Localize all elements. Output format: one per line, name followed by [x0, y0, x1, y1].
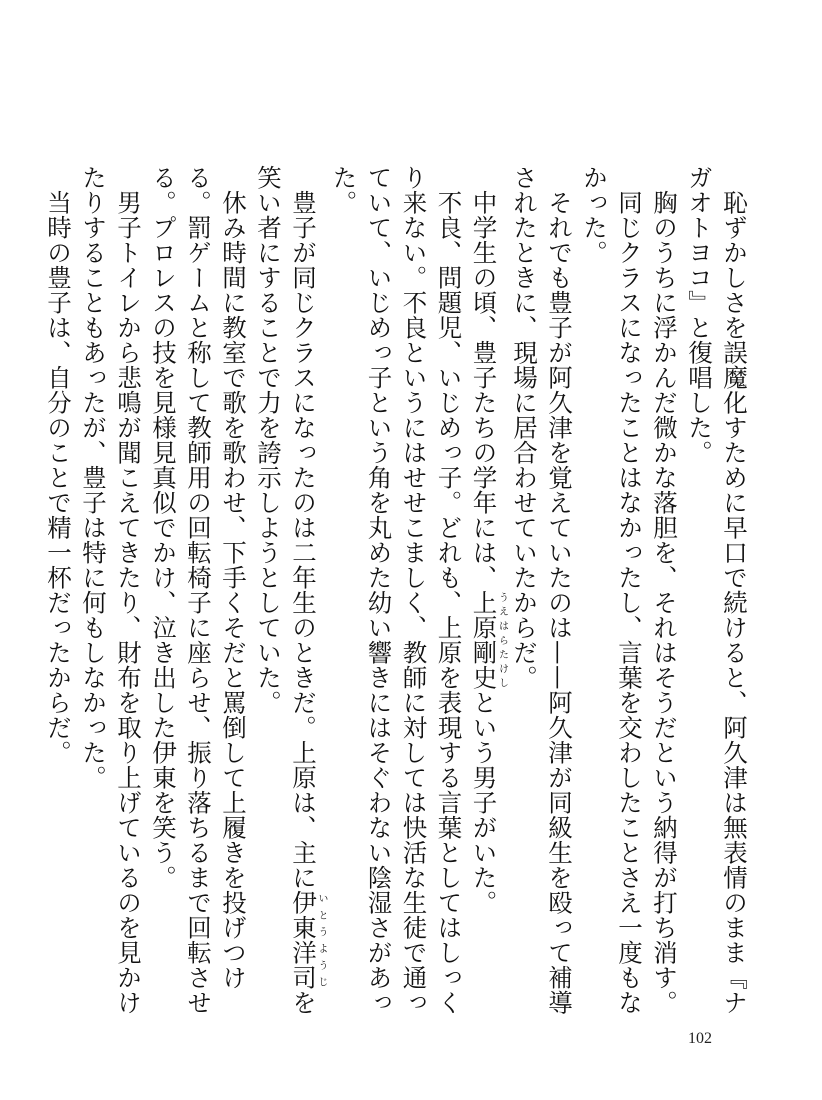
ruby-ito-base: 伊東洋司	[289, 889, 318, 990]
paragraph-9: 男子トイレから悲鳴が聞こえてきたり、財布を取り上げているのを見かけたりすることもあったが、豊子は特に何もしなかった。	[79, 165, 143, 1015]
paragraph-2: 胸のうちに浮かんだ微かな落胆を、それはそうだという納得が打ち消す。	[650, 189, 679, 1015]
ruby-uehara-takeshi	[469, 589, 508, 690]
paragraph-5	[467, 165, 508, 1015]
paragraph-3: 同じクラスになったことはなかったし、言葉を交わしたことさえ一度もなかった。	[580, 165, 644, 1015]
body-text	[44, 165, 752, 1015]
paragraph-7-text-b: を笑い者にすることで力を誇示しようとしていた。	[254, 165, 318, 1015]
paragraph-5-text-b: という男子がいた。	[469, 689, 499, 915]
paragraph-5-text-a: 中学生の頃、豊子たちの学年には、	[469, 189, 499, 590]
ruby-ito-reading: いとうようじ	[316, 889, 327, 990]
ruby-uehara-base: 上原剛史	[469, 589, 499, 690]
paragraph-1: 恥ずかしさを誤魔化すために早口で続けると、阿久津は無表情のまま『ナガオトヨコ』と復唱した。	[685, 165, 749, 1015]
paragraph-6: 不良、問題児、いじめっ子。どれも、上原を表現する言葉としてはしっくり来ない。不良というにはせせこましく、教師に対しては快活な生徒で通っていて、いじめっ子という角を丸めた幼い響きにはそぐわない陰湿さがあった。	[329, 165, 464, 1015]
ruby-ito-yoji	[289, 889, 327, 990]
paragraph-10: 当時の豊子は、自分のことで精一杯だったからだ。	[44, 189, 73, 765]
paragraph-4: それでも豊子が阿久津を覚えていたのは——阿久津が同級生を殴って補導されたときに、現場に居合わせていたからだ。	[510, 165, 574, 1015]
page-number: 102	[688, 1030, 712, 1047]
ruby-uehara-reading: うえはらたけし	[496, 589, 508, 690]
paragraph-7	[251, 165, 327, 1015]
paragraph-7-text-a: 豊子が同じクラスになったのは二年生のときだ。上原は、主に	[289, 189, 318, 890]
paragraph-8: 休み時間に教室で歌を歌わせ、下手くそだと罵倒して上履きを投げつける。罰ゲームと称して教師用の回転椅子に座らせ、振り落ちるまで回転させる。プロレスの技を見様見真似でかけ、泣き出した伊東を笑う。	[149, 165, 248, 1015]
